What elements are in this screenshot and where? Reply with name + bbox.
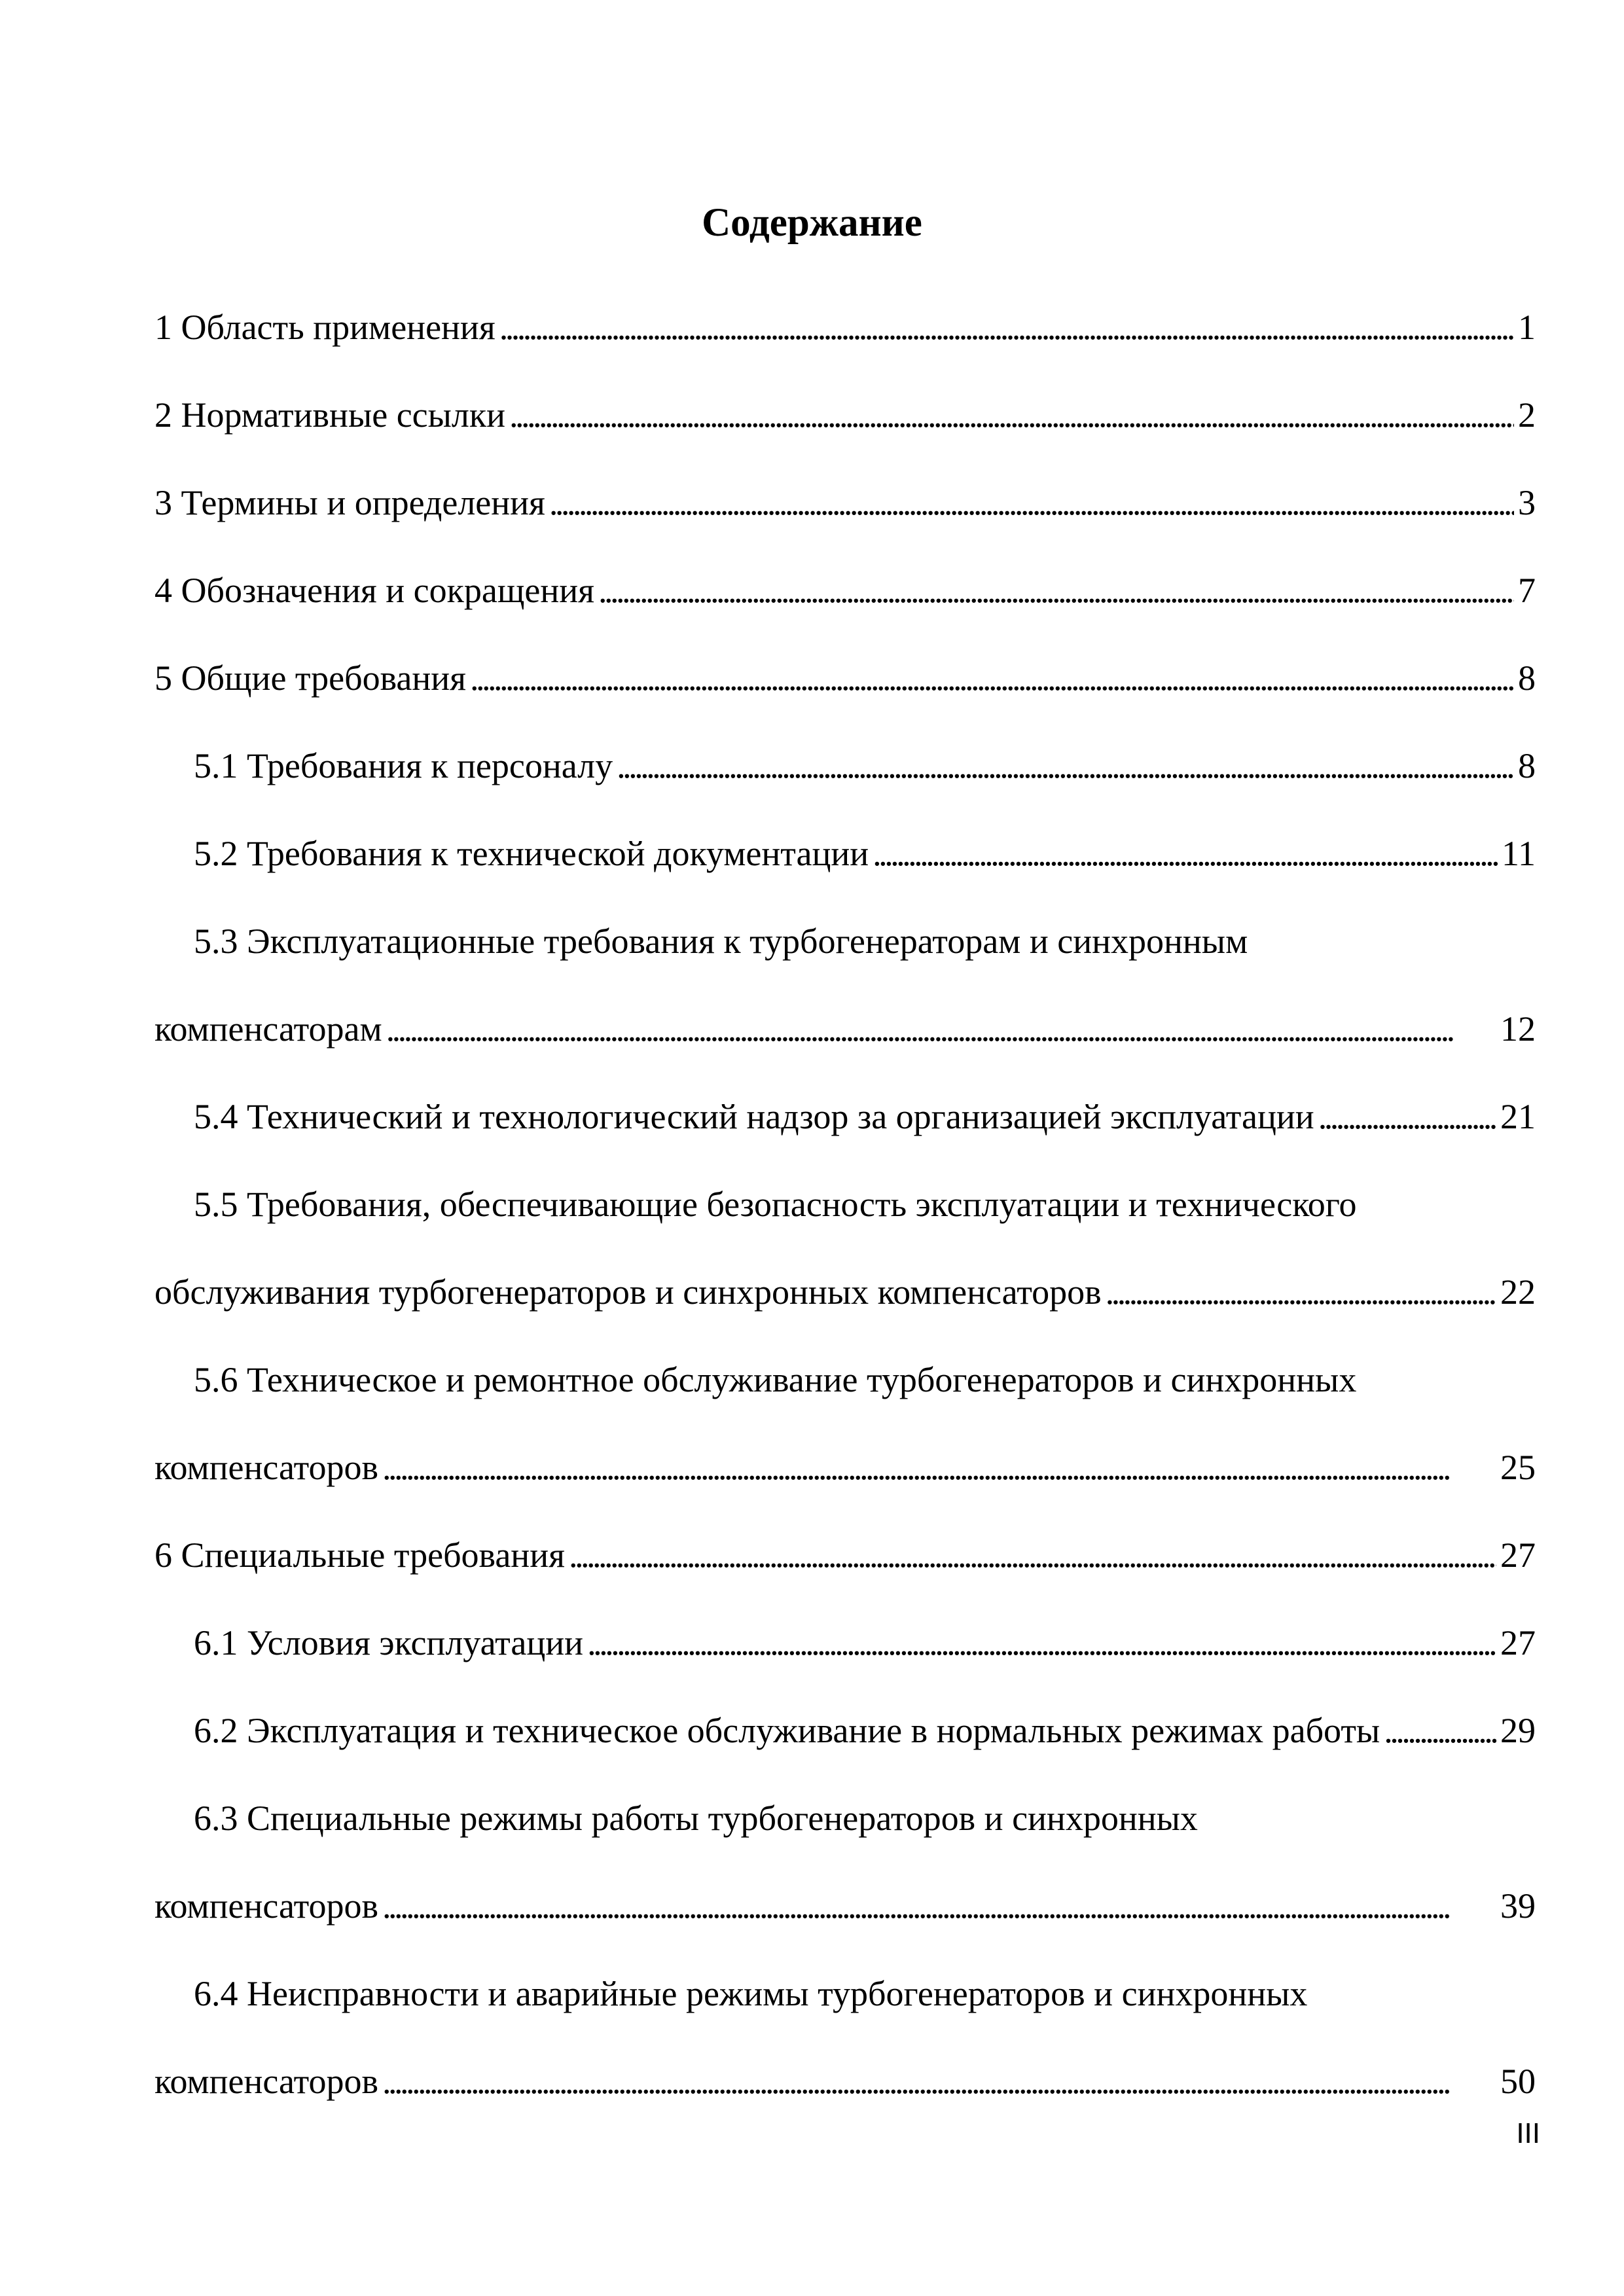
toc-page-number: 8	[1518, 746, 1536, 785]
dot-leader	[569, 1524, 1496, 1587]
toc-entry-text: 3 Термины и определения	[154, 483, 545, 522]
toc-page-number: 3	[1518, 483, 1536, 522]
dot-leader	[598, 559, 1514, 622]
toc-page-number: 11	[1502, 834, 1536, 873]
toc-entry-text: 5.4 Технический и технологический надзор за организацией эксплуатации	[194, 1097, 1314, 1136]
dot-leader	[499, 296, 1514, 359]
toc-entry-text: компенсаторов	[154, 2062, 378, 2101]
toc-entry-6-1[interactable]	[154, 1611, 1536, 1699]
toc-entry-5-6-line2[interactable]	[154, 1436, 1536, 1524]
dot-leader	[549, 471, 1514, 534]
toc-entry-5-3-line2[interactable]	[154, 997, 1536, 1085]
dot-leader	[386, 997, 1496, 1060]
toc-entry-6-3-line1[interactable]	[154, 1787, 1536, 1874]
toc-entry-6-4-line1[interactable]	[154, 1962, 1536, 2050]
toc-entry-6-4-line2[interactable]	[154, 2050, 1536, 2138]
toc-entry-text: 6.1 Условия эксплуатации	[194, 1623, 584, 1662]
toc-entry-text: компенсаторов	[154, 1886, 378, 1926]
toc-page-number: 7	[1518, 571, 1536, 610]
toc-entry-text: 5.3 Эксплуатационные требования к турбогенераторам и синхронным	[194, 922, 1248, 961]
toc-entry-5-4[interactable]	[154, 1085, 1536, 1173]
toc-page-number: 27	[1500, 1623, 1536, 1662]
dot-leader	[873, 822, 1498, 885]
toc-entry-5-3-line1[interactable]	[154, 910, 1536, 997]
toc-entry-5-2[interactable]	[154, 822, 1536, 910]
toc-page-number: 1	[1518, 308, 1536, 347]
toc-entry-4[interactable]	[154, 559, 1536, 647]
toc-entry-6-2[interactable]	[154, 1699, 1536, 1787]
dot-leader	[1318, 1085, 1496, 1148]
toc-page-number: 8	[1518, 658, 1536, 698]
toc-entry-text: 5 Общие требования	[154, 658, 467, 698]
table-of-contents	[154, 296, 1536, 2138]
toc-entry-2[interactable]	[154, 384, 1536, 471]
toc-page-number: 25	[1500, 1448, 1536, 1487]
toc-entry-text: 6.3 Специальные режимы работы турбогенераторов и синхронных	[194, 1799, 1198, 1838]
toc-page-number: 22	[1500, 1272, 1536, 1312]
dot-leader	[587, 1611, 1496, 1674]
toc-entry-text: 1 Область применения	[154, 308, 496, 347]
toc-entry-text: 6.2 Эксплуатация и техническое обслуживание в нормальных режимах работы	[194, 1711, 1380, 1750]
toc-entry-1[interactable]	[154, 296, 1536, 384]
toc-entry-text: 6.4 Неисправности и аварийные режимы турбогенераторов и синхронных	[194, 1974, 1308, 2013]
toc-entry-5-6-line1[interactable]	[154, 1348, 1536, 1436]
toc-entry-text: 2 Нормативные ссылки	[154, 395, 505, 435]
toc-entry-text: 5.5 Требования, обеспечивающие безопасность эксплуатации и технического	[194, 1185, 1357, 1224]
toc-page-number: 2	[1518, 395, 1536, 435]
toc-entry-6-3-line2[interactable]	[154, 1874, 1536, 1962]
toc-entry-5-5-line2[interactable]	[154, 1261, 1536, 1348]
dot-leader	[1384, 1699, 1496, 1762]
toc-entry-text: 4 Обозначения и сокращения	[154, 571, 595, 610]
toc-entry-text: обслуживания турбогенераторов и синхронных компенсаторов	[154, 1272, 1102, 1312]
toc-entry-text: 5.2 Требования к технической документации	[194, 834, 869, 873]
dot-leader	[617, 734, 1514, 797]
dot-leader	[470, 647, 1514, 709]
toc-entry-text: 5.6 Техническое и ремонтное обслуживание турбогенераторов и синхронных	[194, 1360, 1357, 1399]
dot-leader	[382, 1436, 1496, 1499]
toc-entry-text: компенсаторов	[154, 1448, 378, 1487]
toc-entry-3[interactable]	[154, 471, 1536, 559]
page-title: Содержание	[702, 201, 922, 245]
toc-entry-text: 5.1 Требования к персоналу	[194, 746, 613, 785]
dot-leader	[509, 384, 1514, 446]
page-number: III	[1516, 2117, 1540, 2149]
toc-entry-5[interactable]	[154, 647, 1536, 734]
toc-entry-5-5-line1[interactable]	[154, 1173, 1536, 1261]
toc-page-number: 39	[1500, 1886, 1536, 1926]
toc-entry-6[interactable]	[154, 1524, 1536, 1611]
dot-leader	[382, 2050, 1496, 2113]
toc-entry-5-1[interactable]	[154, 734, 1536, 822]
toc-page-number: 27	[1500, 1535, 1536, 1575]
toc-page-number: 29	[1500, 1711, 1536, 1750]
toc-page-number: 50	[1500, 2062, 1536, 2101]
dot-leader	[1106, 1261, 1496, 1323]
toc-entry-text: компенсаторам	[154, 1009, 382, 1049]
toc-entry-text: 6 Специальные требования	[154, 1535, 565, 1575]
dot-leader	[382, 1874, 1496, 1937]
toc-page-number: 21	[1500, 1097, 1536, 1136]
toc-page-number: 12	[1500, 1009, 1536, 1049]
